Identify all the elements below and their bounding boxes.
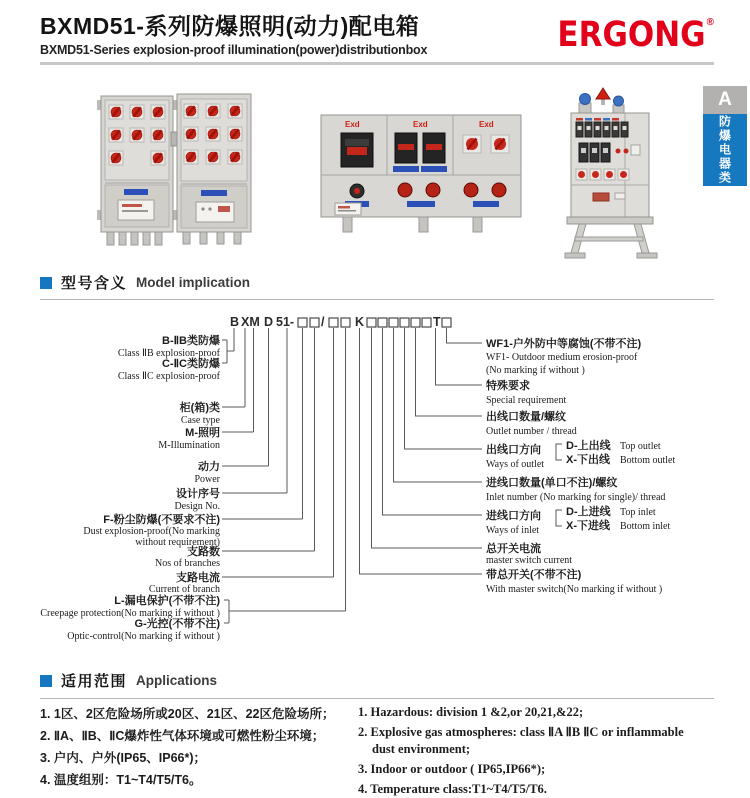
label-branches-en: Nos of branches <box>155 558 220 569</box>
label-dust-proof-zh: F-粉尘防爆(不要求不注) <box>103 514 220 526</box>
list-item: 2. Explosive gas atmospheres: class ⅡA ⅡB ⅡC or inflammable <box>358 725 684 739</box>
label-dust-proof-en1: Dust explosion-proof(No marking <box>83 526 220 537</box>
label-power-en: Power <box>194 474 220 485</box>
label-wf1-zh: WF1-户外防中等腐蚀(不带不注) <box>486 338 642 350</box>
list-item: 2. ⅡA、ⅡB、ⅡC爆炸性气体环境或可燃性粉尘环境； <box>40 729 325 743</box>
label-creepage-zh: L-漏电保护(不带不注) <box>114 595 220 607</box>
label-class-iib-zh: B-ⅡB类防爆 <box>162 335 220 347</box>
label-bottom-outlet-zh: X-下出线 <box>566 454 610 466</box>
label-dust-proof-en2: without requirement) <box>135 537 220 548</box>
label-master-current-zh: 总开关电流 <box>486 543 541 555</box>
list-item: 4. 温度组别：T1~T4/T5/T6。 <box>40 773 202 787</box>
label-outlet-number-zh: 出线口数量/螺纹 <box>486 411 567 423</box>
list-item: 1. 1区、2区危险场所或20区、21区、22区危险场所； <box>40 707 335 721</box>
brand-logo <box>557 14 714 56</box>
label-branch-current-zh: 支路电流 <box>176 572 220 584</box>
label-optic-control-en: Optic-control(No marking if without ) <box>67 631 220 642</box>
list-item: 1. Hazardous: division 1 &2,or 20,21,&22; <box>358 705 584 719</box>
label-top-outlet-en: Top outlet <box>620 441 661 452</box>
label-outlet-ways-zh: 出线口方向 <box>486 444 541 456</box>
model-heading-en: Model implication <box>136 275 251 290</box>
label-power-zh: 动力 <box>198 461 220 473</box>
label-master-current-en: master switch current <box>486 555 573 566</box>
label-optic-control-zh: G-光控(不带不注) <box>134 618 220 630</box>
page-title-zh: BXMD51-系列防爆照明(动力)配电箱 <box>40 13 420 39</box>
list-item-continuation: dust environment; <box>372 742 471 756</box>
label-illumination-zh: M-照明 <box>185 427 220 439</box>
label-special-zh: 特殊要求 <box>486 380 530 392</box>
model-code <box>230 315 451 329</box>
label-master-switch-en: With master switch(No marking if without ) <box>486 584 663 595</box>
label-case-type-en: Case type <box>180 415 220 426</box>
list-item: 3. Indoor or outdoor ( IP65,IP66*); <box>358 762 546 776</box>
side-tab-category: 防爆电器类 <box>703 114 747 186</box>
exd-marking-3: Exd <box>479 120 494 129</box>
code-slash: / <box>321 315 325 329</box>
code-letter-t: T <box>433 315 441 329</box>
title-block <box>40 13 427 57</box>
label-branches-zh: 支路数 <box>187 546 220 558</box>
exd-marking-2: Exd <box>413 120 428 129</box>
label-design-no-en: Design No. <box>174 501 220 512</box>
section-bullet-icon <box>40 277 52 289</box>
left-connector-lines <box>222 328 346 623</box>
model-code-diagram <box>0 300 750 650</box>
label-class-iic-zh: C-ⅡC类防爆 <box>162 358 220 370</box>
brand-logo-text: ERGONG <box>557 14 706 56</box>
label-outlet-ways-en: Ways of outlet <box>486 459 545 470</box>
label-bottom-inlet-zh: X-下进线 <box>566 520 610 532</box>
page-header <box>40 13 714 57</box>
label-inlet-ways-zh: 进线口方向 <box>486 510 541 522</box>
code-letter-b: B <box>230 315 240 329</box>
label-case-type-zh: 柜(箱)类 <box>179 402 220 414</box>
label-wf1-en1: WF1- Outdoor medium erosion-proof <box>486 352 638 363</box>
right-connector-lines <box>360 328 483 574</box>
product-photo-breaker-box <box>315 95 530 245</box>
label-class-iic-en: Class ⅡC explosion-proof <box>117 371 220 382</box>
code-number-51: 51- <box>276 315 295 329</box>
label-bottom-inlet-en: Bottom inlet <box>620 521 671 532</box>
label-creepage-en: Creepage protection(No marking if without ) <box>40 608 220 619</box>
side-tab-letter: A <box>703 86 747 114</box>
list-item: 3. 户内、户外(IP65、IP66*)； <box>40 751 207 765</box>
product-photo-floor-cabinet <box>555 85 690 265</box>
list-item: 4. Temperature class:T1~T4/T5/T6. <box>358 782 547 796</box>
label-outlet-number-en: Outlet number / thread <box>486 426 577 437</box>
label-top-outlet-zh: D-上出线 <box>566 440 611 452</box>
label-branch-current-en: Current of branch <box>148 584 220 595</box>
label-inlet-ways-en: Ways of inlet <box>486 525 540 536</box>
label-top-inlet-en: Top inlet <box>620 507 656 518</box>
label-design-no-zh: 设计序号 <box>176 488 220 500</box>
model-implication-heading <box>40 272 250 293</box>
code-letter-xm: XM <box>241 315 260 329</box>
applications-list-en <box>358 706 733 798</box>
label-inlet-number-zh: 进线口数量(单口不注)/螺纹 <box>486 477 618 489</box>
product-photos-row <box>0 85 750 270</box>
label-class-iib-en: Class ⅡB explosion-proof <box>117 348 220 359</box>
applications-list-zh <box>40 708 355 796</box>
applications-heading-en: Applications <box>136 673 218 688</box>
model-heading-zh: 型号含义 <box>61 275 128 292</box>
section-divider <box>40 698 714 699</box>
label-bottom-outlet-en: Bottom outlet <box>620 455 676 466</box>
registered-mark-icon: ® <box>706 17 714 28</box>
page-title-en: BXMD51-Series explosion-proof illumination(power)distributionbox <box>40 42 428 57</box>
label-special-en: Special requirement <box>486 395 567 406</box>
code-letter-k: K <box>355 315 365 329</box>
label-illumination-en: M-Illumination <box>158 440 220 451</box>
applications-heading-zh: 适用范围 <box>61 673 128 690</box>
header-divider <box>40 62 714 65</box>
exd-marking-1: Exd <box>345 120 360 129</box>
section-bullet-icon <box>40 675 52 687</box>
label-master-switch-zh: 带总开关(不带不注) <box>486 569 582 581</box>
label-wf1-en2: (No marking if without ) <box>486 365 585 376</box>
label-top-inlet-zh: D-上进线 <box>566 506 611 518</box>
label-inlet-number-en: Inlet number (No marking for single)/ thread <box>486 492 666 503</box>
code-letter-d: D <box>264 315 274 329</box>
product-photo-wall-boxes <box>50 92 300 257</box>
applications-heading <box>40 670 217 691</box>
